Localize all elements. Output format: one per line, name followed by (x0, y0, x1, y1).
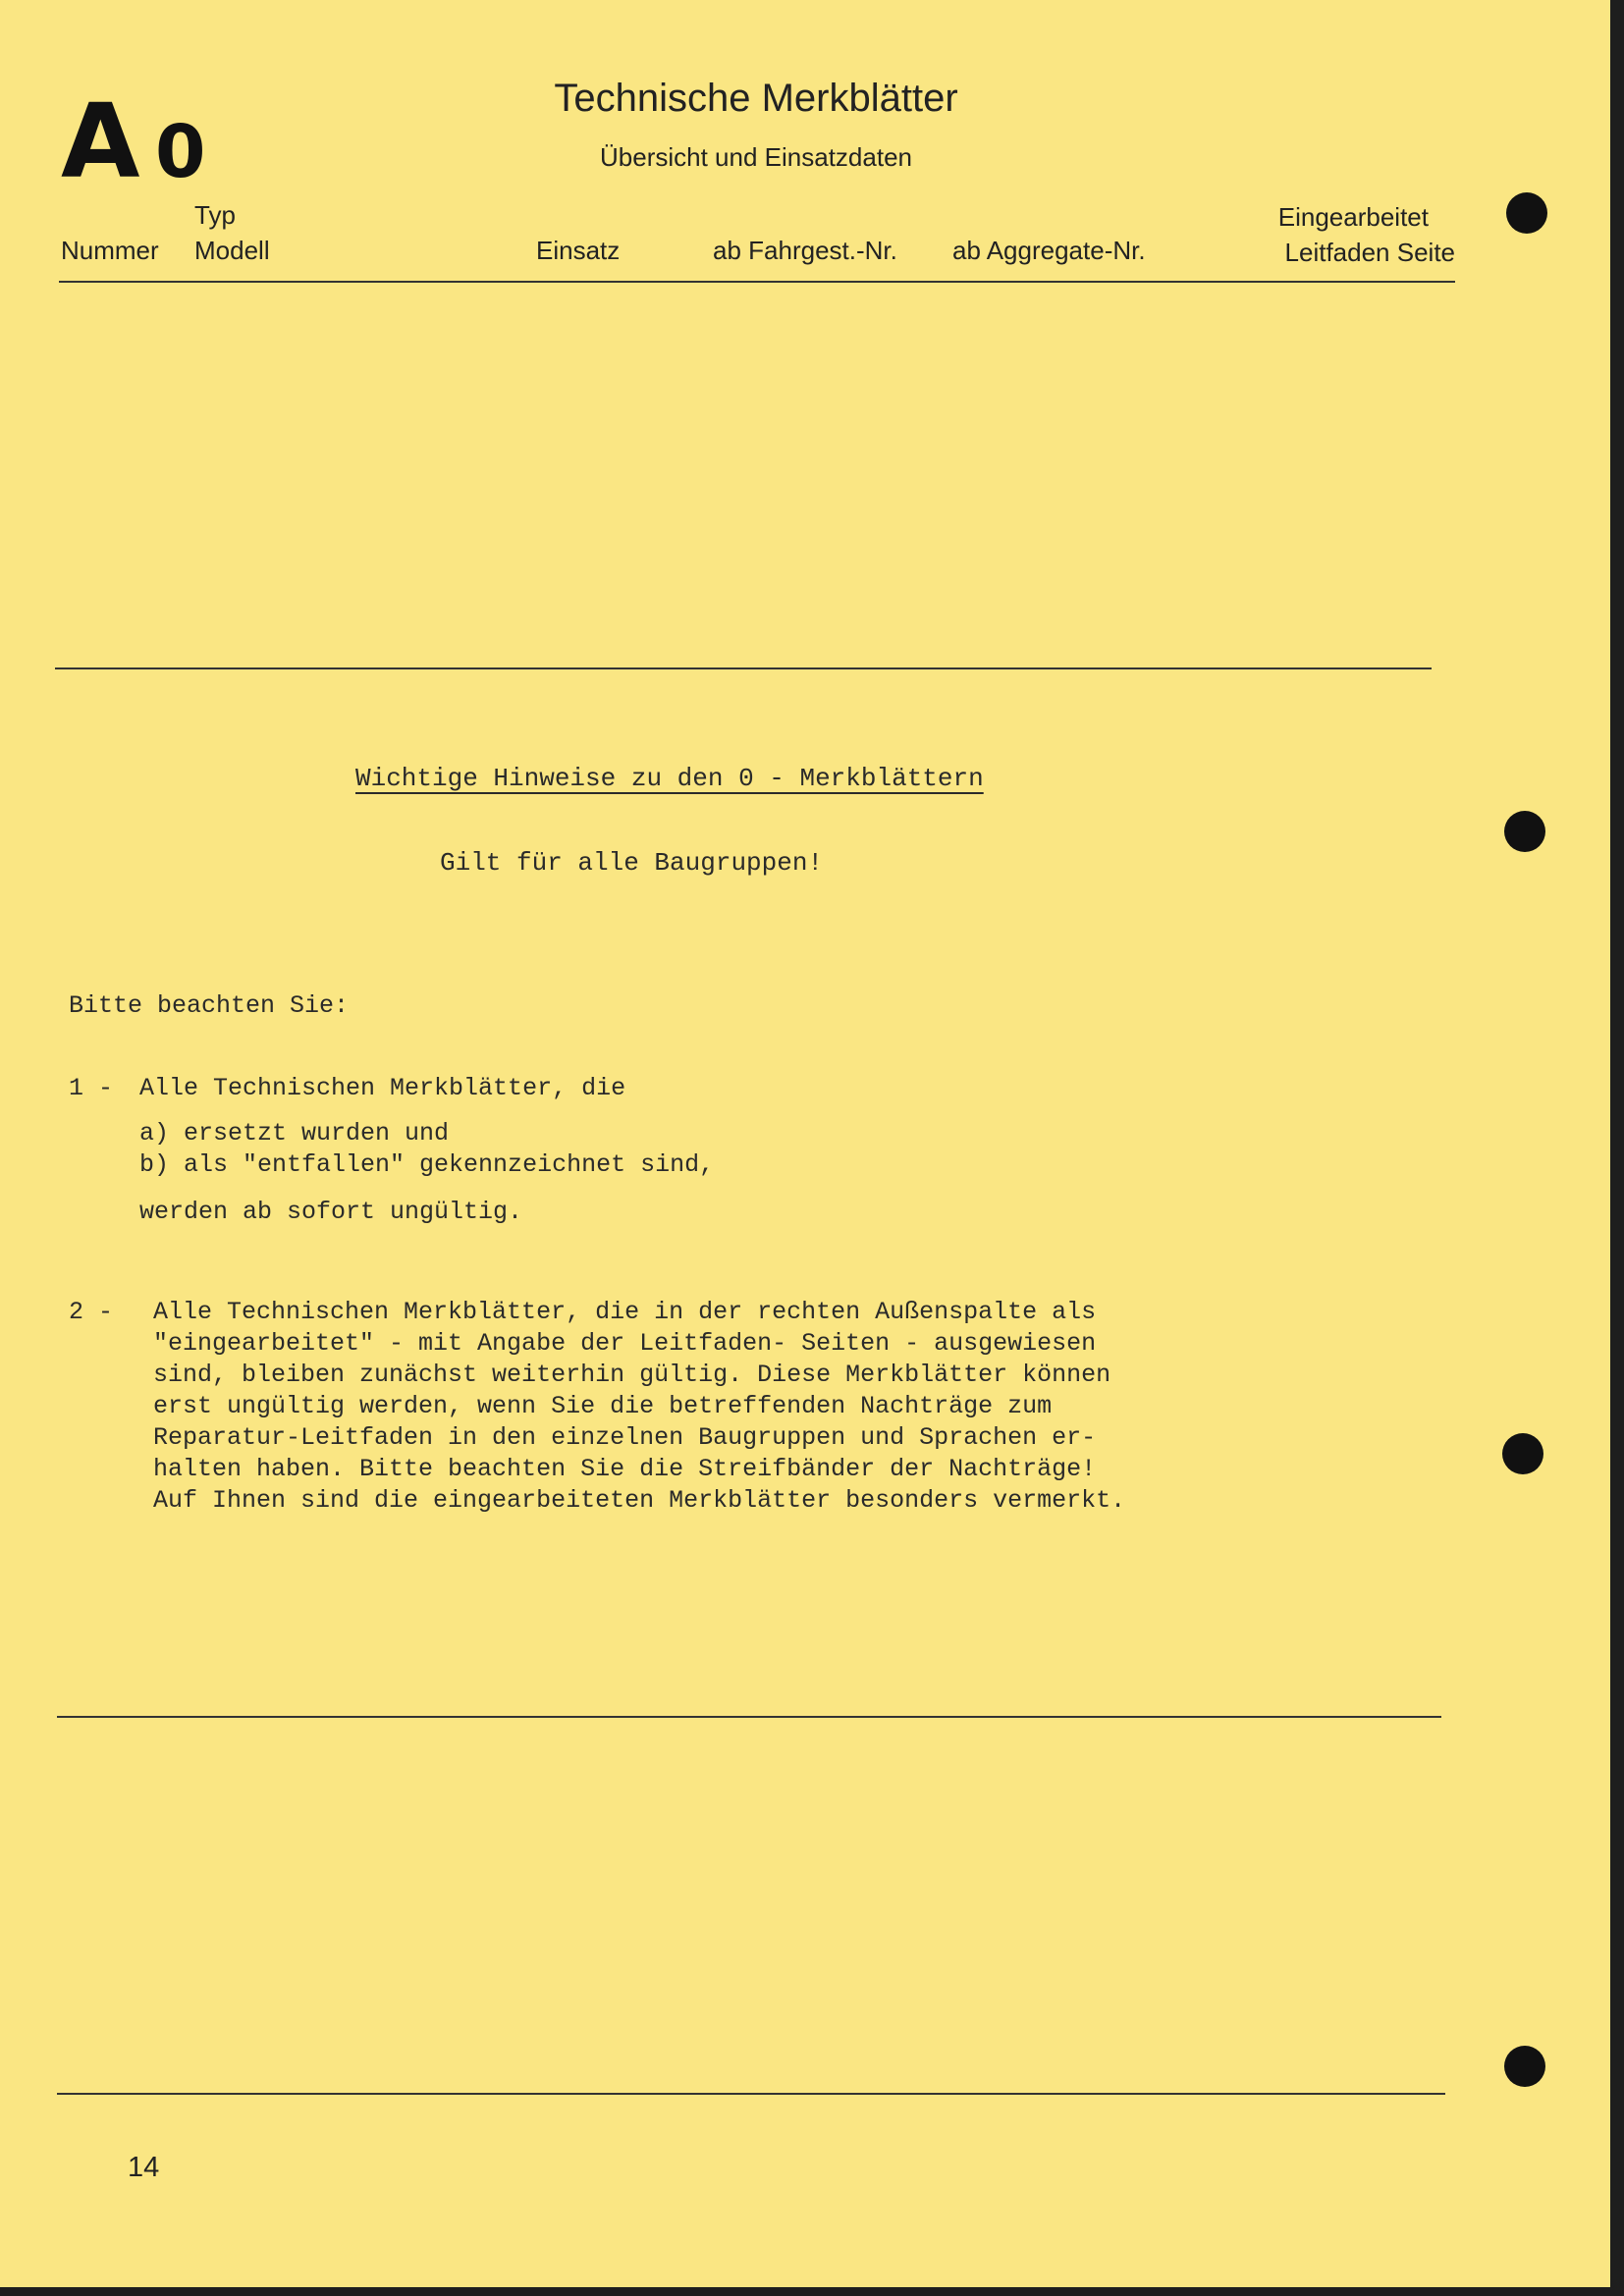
page-subtitle: Übersicht und Einsatzdaten (600, 142, 912, 172)
punch-hole (1504, 2046, 1545, 2087)
notice-subtitle: Gilt für alle Baugruppen! (440, 848, 824, 878)
column-header-fahrgest: ab Fahrgest.-Nr. (713, 236, 897, 265)
header-rule (59, 281, 1455, 283)
item2-line: sind, bleiben zunächst weiterhin gültig. Diese Merkblätter können (153, 1361, 1111, 1389)
item2-number: 2 - (69, 1298, 114, 1326)
column-header-typ: Typ (194, 200, 236, 230)
page-title: Technische Merkblätter (554, 77, 958, 120)
section-logo-letter: A (61, 81, 140, 201)
punch-hole (1506, 192, 1547, 234)
notice-intro: Bitte beachten Sie: (69, 991, 350, 1020)
section-divider-top (55, 667, 1432, 669)
item1-sub-b: b) als "entfallen" gekennzeichnet sind, (139, 1150, 715, 1179)
punch-hole (1504, 811, 1545, 852)
section-logo-digit: 0 (155, 110, 206, 194)
page-number: 14 (128, 2152, 160, 2183)
column-header-eingearbeitet: Eingearbeitet (1277, 202, 1429, 232)
scan-edge-bottom (0, 2287, 1624, 2296)
scan-edge-right (1610, 0, 1624, 2296)
item2-line: "eingearbeitet" - mit Angabe der Leitfaden- Seiten - ausgewiesen (153, 1329, 1097, 1358)
item2-line: Auf Ihnen sind die eingearbeiteten Merkblätter besonders vermerkt. (153, 1486, 1126, 1515)
item1-text: Alle Technischen Merkblätter, die (139, 1074, 626, 1102)
item2-line: Reparatur-Leitfaden in den einzelnen Baugruppen und Sprachen er- (153, 1423, 1097, 1452)
item2-line: erst ungültig werden, wenn Sie die betreffenden Nachträge zum (153, 1392, 1053, 1420)
punch-hole (1502, 1433, 1543, 1474)
column-header-nummer: Nummer (61, 236, 159, 265)
footer-rule (57, 2093, 1445, 2095)
column-header-modell: Modell (194, 236, 270, 265)
section-divider-bottom (57, 1716, 1441, 1718)
item1-conclusion: werden ab sofort ungültig. (139, 1198, 523, 1226)
item2-line: Alle Technischen Merkblätter, die in der rechten Außenspalte als (153, 1298, 1097, 1326)
item1-number: 1 - (69, 1074, 114, 1102)
column-header-aggregate: ab Aggregate-Nr. (952, 236, 1146, 265)
column-header-leitfaden-seite: Leitfaden Seite (1284, 238, 1455, 267)
item1-sub-a: a) ersetzt wurden und (139, 1119, 450, 1148)
item2-line: halten haben. Bitte beachten Sie die Streifbänder der Nachträge! (153, 1455, 1097, 1483)
column-header-einsatz: Einsatz (536, 236, 621, 265)
notice-title: Wichtige Hinweise zu den 0 - Merkblättern (355, 764, 984, 793)
